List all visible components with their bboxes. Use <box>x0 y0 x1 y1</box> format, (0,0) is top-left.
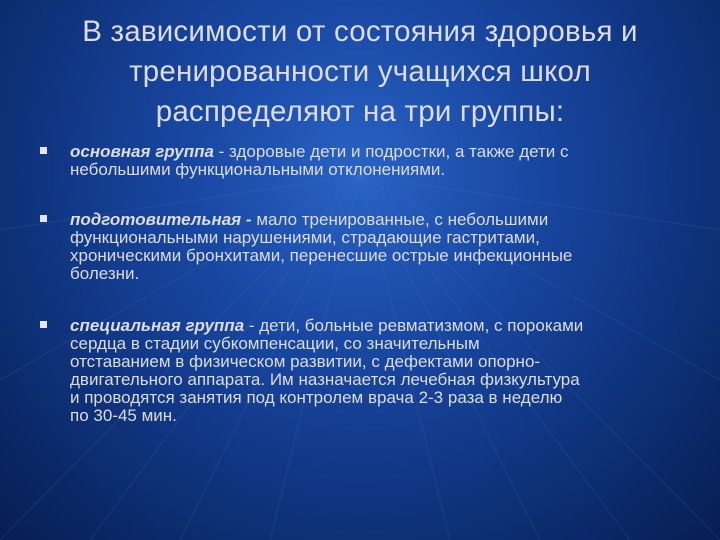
item-line <box>70 143 690 161</box>
item-line: двигательного аппарата. Им назначается лечебная физкультура <box>70 370 580 389</box>
item-line <box>70 317 690 335</box>
item-line <box>70 211 690 229</box>
item-term: подготовительная - <box>70 210 252 229</box>
title-line: тренированности учащихся школ <box>129 55 591 88</box>
item-text: - дети, больные ревматизмом, с пороками <box>244 316 584 335</box>
bullet-square-icon <box>40 321 47 328</box>
item-line: хроническими бронхитами, перенесшие острые инфекционные <box>70 246 573 265</box>
bullet-square-icon <box>40 215 47 222</box>
item-line: отставанием в физическом развитии, с дефектами опорно- <box>70 352 541 371</box>
item-text: - здоровые дети и подростки, а также дети с <box>213 142 569 161</box>
item-text: мало тренированные, с небольшими <box>251 210 549 229</box>
bullet-square-icon <box>40 147 47 154</box>
item-line: болезни. <box>70 264 140 283</box>
item-term: специальная группа <box>70 316 245 335</box>
item-line: сердца в стадии субкомпенсации, со значительным <box>70 334 480 353</box>
title-line: распределяют на три группы: <box>155 95 565 128</box>
item-line: и проводятся занятия под контролем врача 2-3 раза в неделю <box>70 388 563 407</box>
slide-title <box>40 12 680 132</box>
list-item <box>70 211 690 283</box>
item-term: основная группа <box>70 142 214 161</box>
item-line: функциональными нарушениями, страдающие гастритами, <box>70 228 540 247</box>
title-line: В зависимости от состояния здоровья и <box>82 15 638 48</box>
item-line: небольшими функциональными отклонениями. <box>70 160 446 179</box>
item-line: по 30-45 мин. <box>70 406 177 425</box>
list-item <box>70 143 690 179</box>
list-item <box>70 317 690 425</box>
